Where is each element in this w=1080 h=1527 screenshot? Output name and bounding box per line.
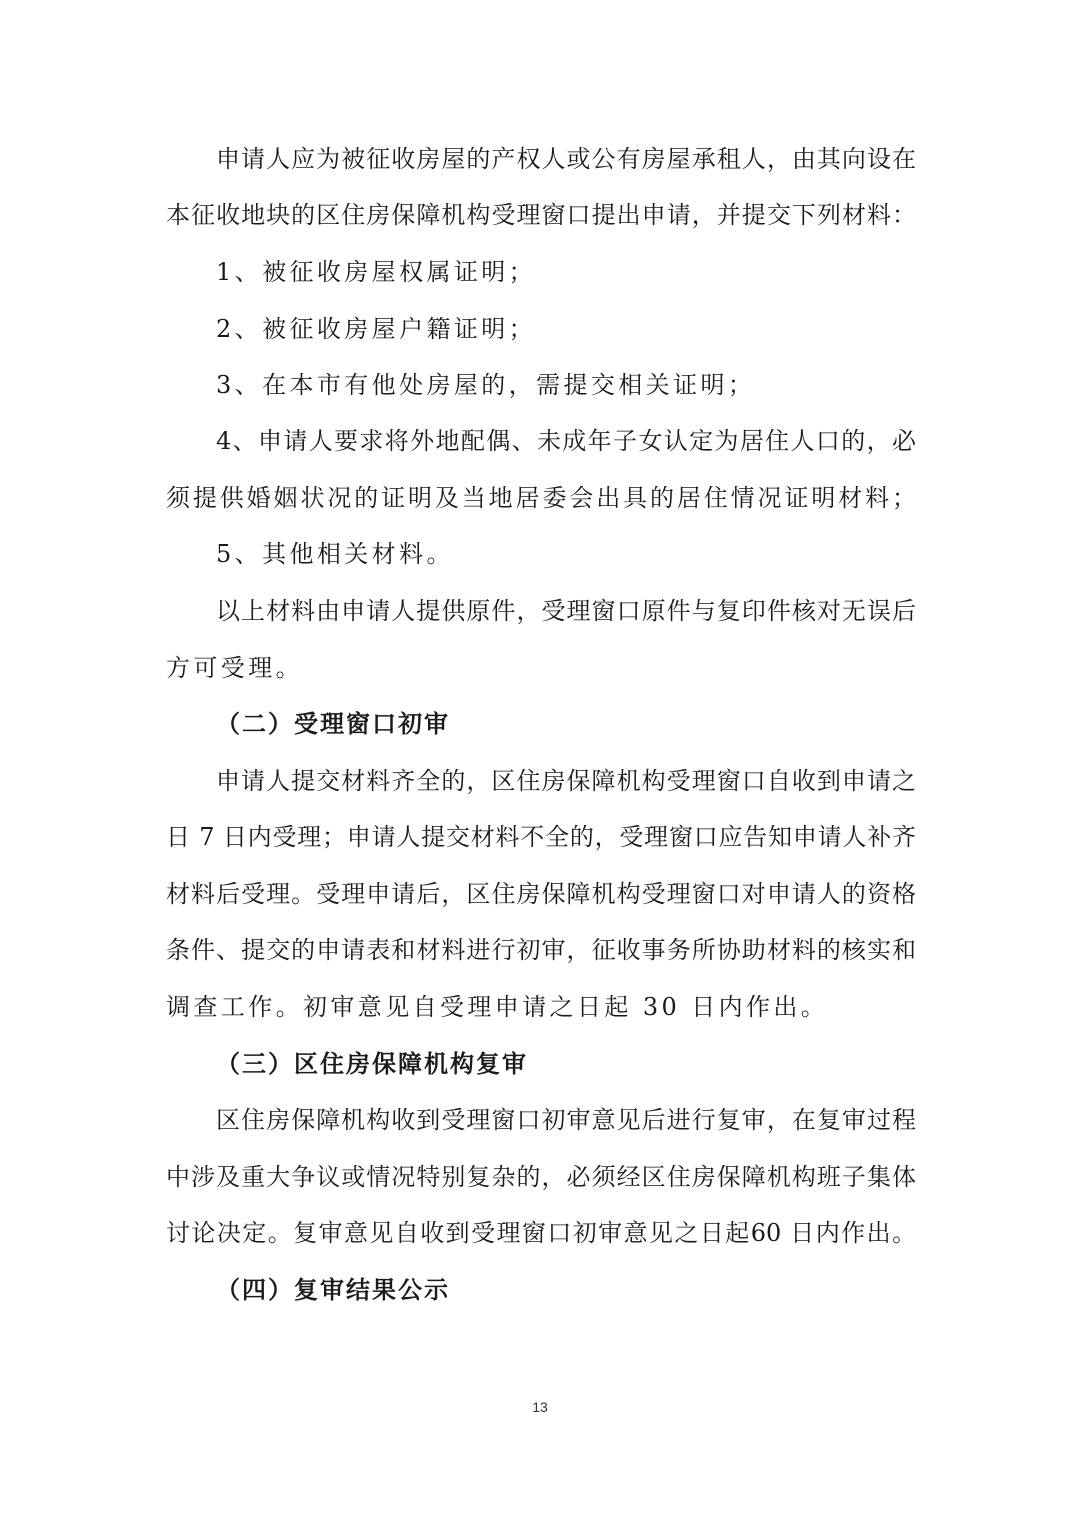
paragraph-line: 申请人应为被征收房屋的产权人或公有房屋承租人，由其向设在 xyxy=(216,145,916,173)
section-heading: （二）受理窗口初审 xyxy=(216,710,450,738)
list-item: 1、被征收房屋权属证明； xyxy=(216,258,537,286)
paragraph-line: 中涉及重大争议或情况特别复杂的，必须经区住房保障机构班子集体 xyxy=(166,1163,916,1191)
paragraph-line: 本征收地块的区住房保障机构受理窗口提出申请，并提交下列材料： xyxy=(166,201,916,229)
paragraph-line: 以上材料由申请人提供原件，受理窗口原件与复印件核对无误后 xyxy=(216,597,916,625)
paragraph-line: 须提供婚姻状况的证明及当地居委会出具的居住情况证明材料； xyxy=(166,484,916,512)
page-number: 13 xyxy=(532,1399,548,1415)
paragraph-line: 材料后受理。受理申请后，区住房保障机构受理窗口对申请人的资格 xyxy=(166,880,916,908)
paragraph-line: 条件、提交的申请表和材料进行初审，征收事务所协助材料的核实和 xyxy=(166,936,916,964)
list-item: 5、其他相关材料。 xyxy=(216,540,454,568)
list-item: 2、被征收房屋户籍证明； xyxy=(216,315,537,343)
paragraph-line: 申请人提交材料齐全的，区住房保障机构受理窗口自收到申请之 xyxy=(216,767,916,795)
paragraph-line: 区住房保障机构收到受理窗口初审意见后进行复审，在复审过程 xyxy=(216,1106,916,1134)
list-item: 4、申请人要求将外地配偶、未成年子女认定为居住人口的，必 xyxy=(216,427,916,455)
section-heading: （四）复审结果公示 xyxy=(216,1276,450,1304)
section-heading: （三）区住房保障机构复审 xyxy=(216,1050,528,1078)
list-item: 3、在本市有他处房屋的，需提交相关证明； xyxy=(216,371,756,399)
paragraph-line: 调查工作。初审意见自受理申请之日起 30 日内作出。 xyxy=(166,993,829,1021)
paragraph-line: 日 7 日内受理；申请人提交材料不全的，受理窗口应告知申请人补齐 xyxy=(166,823,916,851)
paragraph-line: 方可受理。 xyxy=(166,654,303,682)
paragraph-line: 讨论决定。复审意见自收到受理窗口初审意见之日起60 日内作出。 xyxy=(166,1219,916,1247)
